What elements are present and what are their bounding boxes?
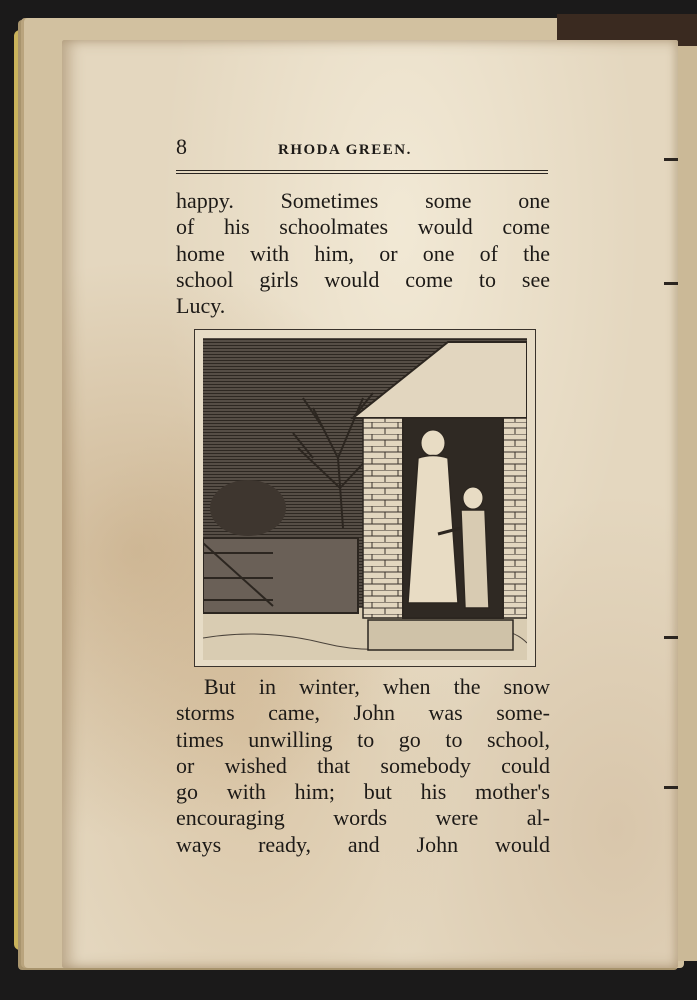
text-line: But in winter, when the snow [204,674,550,699]
running-head: RHODA GREEN. [278,142,412,158]
text-line: storms came, John was some- [176,700,550,726]
page-number: 8 [176,134,187,159]
binding-stitch [664,282,678,285]
paragraph-bottom [176,674,550,858]
text-line: encouraging words were al- [176,805,550,831]
text-line: Lucy. [176,293,226,319]
text-line: go with him; but his mother's [176,779,550,805]
text-line: school girls would come to see [176,266,550,292]
text-line: happy. Sometimes some one [176,188,550,213]
paragraph-top [176,188,550,319]
text-line: of his schoolmates would come [176,214,550,240]
text-line: times unwilling to go to school, [176,726,550,752]
text-line: ways ready, and John would [176,831,550,857]
binding-stitch [664,636,678,639]
text-line: home with him, or one of the [176,240,550,266]
binding-stitch [664,158,678,161]
text-line: or wished that somebody could [176,752,550,778]
engraving-drawing [203,338,527,660]
binding-stitch [664,786,678,789]
header-rule [176,170,548,174]
page-header [176,134,548,164]
facing-page-edge [678,46,697,961]
engraving-illustration [194,329,536,667]
